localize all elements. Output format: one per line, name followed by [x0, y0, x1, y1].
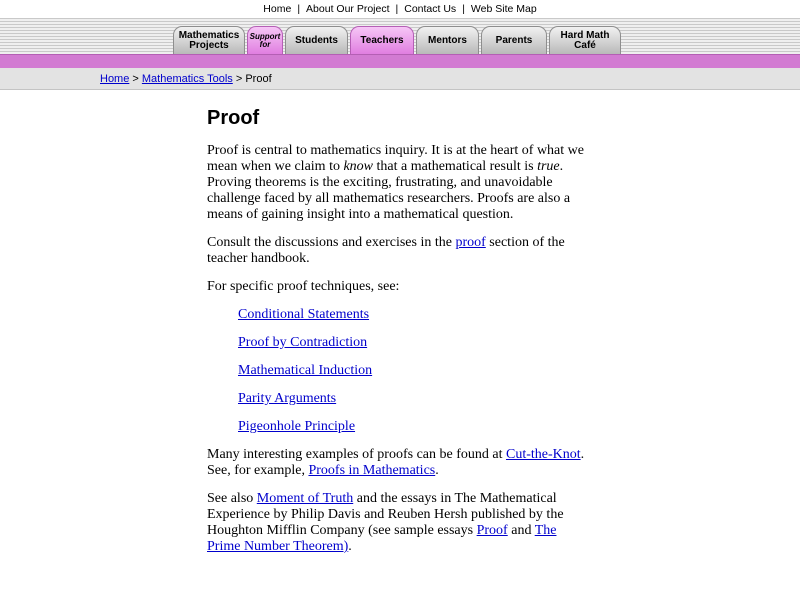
tab-students[interactable] — [285, 26, 348, 54]
link-proof-by-contradiction[interactable]: Proof by Contradiction — [238, 335, 368, 350]
tab-label: Teachers — [360, 34, 404, 46]
page-title: Proof — [207, 107, 260, 129]
breadcrumb-mathematics-tools[interactable]: Mathematics Tools — [141, 73, 233, 85]
technique-item — [207, 335, 592, 351]
moment-of-truth-link[interactable]: Moment of Truth — [256, 491, 354, 506]
prime-number-theorem-link[interactable]: The Prime Number Theorem) — [207, 523, 557, 554]
breadcrumb-current: Proof — [245, 73, 272, 85]
breadcrumb — [0, 68, 800, 90]
top-nav-separator: | — [297, 3, 301, 15]
pink-divider-bar — [0, 54, 800, 68]
top-nav-contact[interactable]: Contact Us — [404, 3, 457, 15]
proofs-in-mathematics-link[interactable]: Proofs in Mathematics — [308, 463, 436, 478]
top-nav — [0, 0, 800, 18]
handbook-paragraph: Consult the discussions and exercises in the proof section of the teacher handbook. — [207, 235, 565, 266]
link-mathematical-induction[interactable]: Mathematical Induction — [238, 363, 373, 378]
technique-item — [207, 307, 592, 323]
tab-label: Mathematics Projects — [178, 29, 240, 51]
intro-paragraph: Proof is central to mathematics inquiry. It is at the heart of what we mean when we claim to know that a mathematical result is true. Proving theorems is the exciting, frustrating, and unavoidable challenge faced by all mathematics researchers. Proofs are also a means of gaining insight into a mathematical question. — [207, 143, 584, 222]
top-nav-site-map[interactable]: Web Site Map — [470, 3, 537, 15]
tab-teachers[interactable] — [350, 26, 414, 54]
tab-parents[interactable] — [481, 26, 547, 54]
proof-handbook-link[interactable]: proof — [455, 235, 486, 250]
techniques-intro: For specific proof techniques, see: — [207, 279, 400, 294]
tab-label: Hard Math Café — [560, 29, 610, 51]
main-content — [207, 106, 592, 555]
link-parity-arguments[interactable]: Parity Arguments — [238, 391, 337, 406]
tab-mathematics-projects[interactable] — [173, 26, 245, 54]
tab-label: Students — [295, 34, 338, 46]
main-tabs — [173, 26, 623, 54]
breadcrumb-home[interactable]: Home — [100, 73, 130, 85]
cut-the-knot-link[interactable]: Cut-the-Knot — [505, 447, 581, 462]
top-nav-home[interactable]: Home — [263, 3, 292, 15]
top-nav-separator: | — [395, 3, 399, 15]
tab-label: Mentors — [428, 34, 467, 46]
tab-support-for — [247, 26, 283, 54]
breadcrumb-separator: > — [232, 73, 246, 85]
tab-label: Support for — [249, 31, 281, 49]
examples-paragraph: Many interesting examples of proofs can be found at Cut-the-Knot. See, for example, Proofs in Mathematics. — [207, 447, 585, 478]
link-pigeonhole-principle[interactable]: Pigeonhole Principle — [238, 419, 356, 434]
see-also-paragraph: See also Moment of Truth and the essays in The Mathematical Experience by Philip Davis and Reuben Hersh published by the Houghton Mifflin Company (see sample essays Proof and The Prime Number Theorem). — [207, 491, 564, 554]
technique-item — [207, 391, 592, 407]
technique-item — [207, 363, 592, 379]
technique-item — [207, 419, 592, 435]
top-nav-separator: | — [462, 3, 465, 15]
tab-band — [0, 18, 800, 54]
tab-hard-math-cafe[interactable] — [549, 26, 621, 54]
tab-label: Parents — [495, 34, 533, 46]
link-conditional-statements[interactable]: Conditional Statements — [238, 307, 370, 322]
top-nav-about[interactable]: About Our Project — [306, 3, 390, 15]
tab-mentors[interactable] — [416, 26, 479, 54]
proof-essay-link[interactable]: Proof — [476, 523, 508, 538]
breadcrumb-separator: > — [129, 73, 142, 85]
